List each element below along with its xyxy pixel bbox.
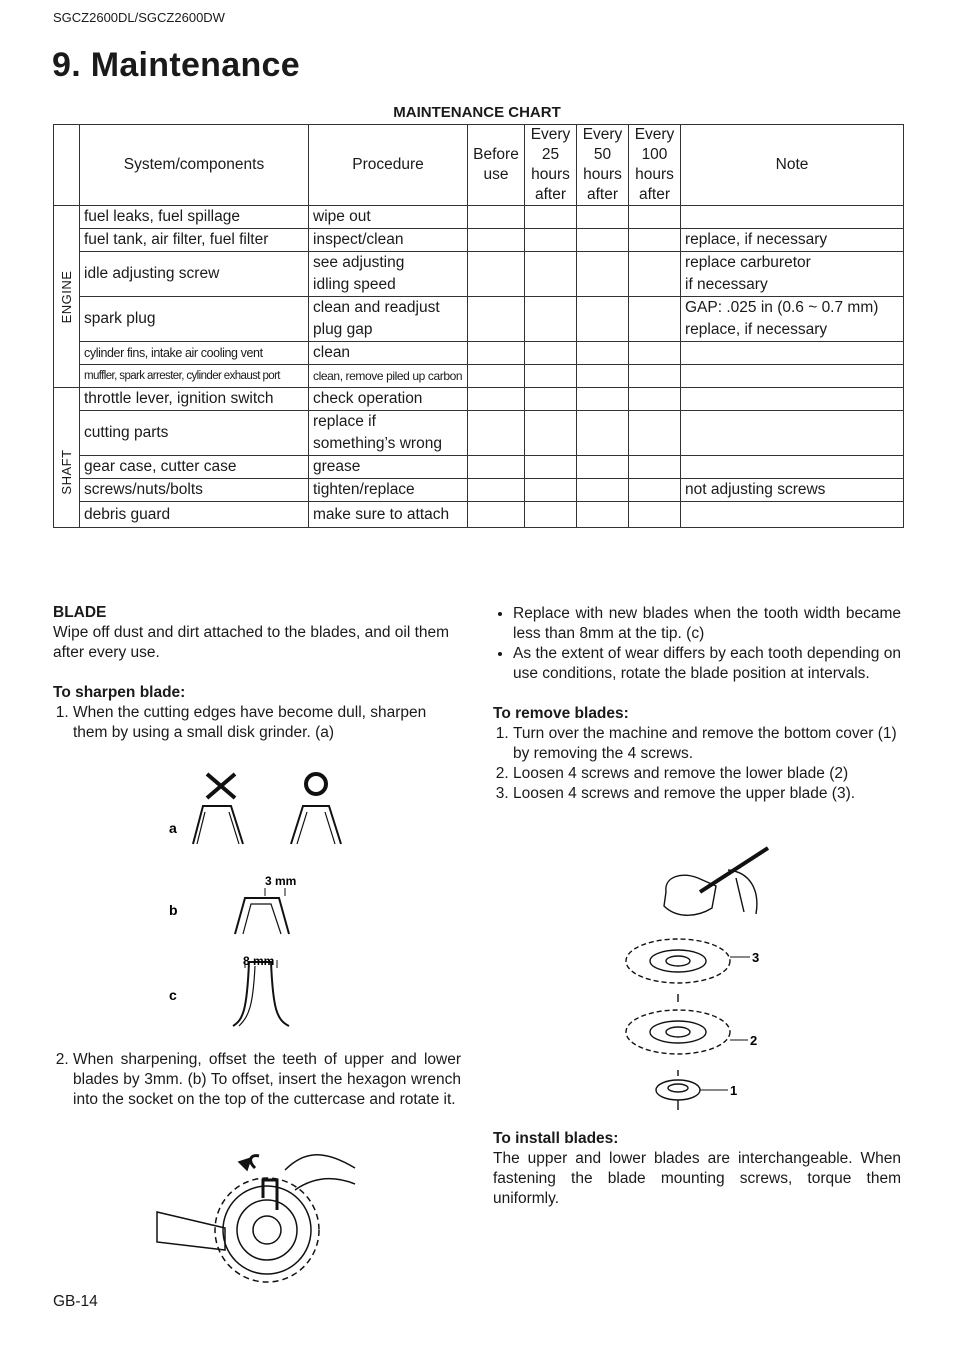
note-cell [681, 206, 904, 229]
wrench-figure [155, 1140, 360, 1288]
header-note: Note [681, 125, 904, 206]
procedure-cell: wipe out [309, 206, 468, 229]
lower-blade [626, 1010, 730, 1054]
table-row [54, 365, 904, 388]
dim-8mm: 8 mm [243, 954, 275, 968]
note-line: replace carburetor [685, 254, 811, 271]
procedure-line: plug gap [313, 321, 373, 338]
system-cell: cylinder fins, intake air cooling vent [80, 342, 309, 365]
table-row [54, 206, 904, 229]
remove-heading: To remove blades: [493, 705, 629, 722]
wear-bullet-2: • As the extent of wear differs by each tooth depending on use conditions, rotate the blade position at intervals. [513, 644, 901, 684]
wear-bullet-1: • Replace with new blades when the tooth width became less than 8mm at the tip. (c) [513, 604, 901, 644]
procedure-line: something’s wrong [313, 435, 442, 452]
shaft [700, 848, 768, 892]
system-cell: fuel tank, air filter, fuel filter [80, 229, 309, 252]
label-upper-blade: 3 [752, 950, 760, 965]
procedure-line: replace if [313, 413, 376, 430]
note-line: replace, if necessary [685, 321, 828, 338]
sharpen-step-2: 2. When sharpening, offset the teeth of upper and lower blades by 3mm. (b) To offset, insert the hexagon wrench into the socket on the top of the cuttercase and rotate it. [73, 1050, 461, 1110]
right-column [493, 604, 901, 804]
note-cell [681, 456, 904, 479]
note-cell [681, 388, 904, 411]
note-cell [681, 297, 904, 342]
table-row [54, 502, 904, 528]
group-label: ENGINE [58, 270, 74, 323]
hand [285, 1155, 355, 1190]
note-cell: not adjusting screws [681, 479, 904, 502]
sharpen-steps-cont [53, 1050, 461, 1110]
model-number: SGCZ2600DL/SGCZ2600DW [53, 10, 225, 25]
procedure-cell: check operation [309, 388, 468, 411]
table-row [54, 388, 904, 411]
label-lower-blade: 2 [750, 1033, 758, 1048]
procedure-cell [309, 297, 468, 342]
system-cell: throttle lever, ignition switch [80, 388, 309, 411]
remove-step-2: 2. Loosen 4 screws and remove the lower blade (2) [513, 764, 901, 784]
sharpen-step-1: 1. When the cutting edges have become dull, sharpen them by using a small disk grinder. (a) [73, 703, 463, 743]
procedure-cell: clean [309, 342, 468, 365]
sharpen-step-2-block [53, 1050, 461, 1110]
group-label: SHAFT [58, 448, 74, 495]
procedure-cell [309, 411, 468, 456]
group-engine [54, 206, 80, 388]
fig-label-c: c [169, 987, 177, 1003]
note-line: GAP: .025 in (0.6 ~ 0.7 mm) [685, 299, 879, 316]
page-number: GB-14 [53, 1293, 98, 1310]
system-cell: muffler, spark arrester, cylinder exhaust port [80, 365, 309, 388]
header-system: System/components [80, 125, 309, 206]
note-cell [681, 411, 904, 456]
remove-steps [493, 724, 901, 804]
header-every-25: Every 25 hours after [525, 125, 577, 206]
blade-exploded-figure [620, 842, 780, 1117]
blade-worn-tooth [233, 962, 289, 1026]
header-procedure: Procedure [309, 125, 468, 206]
fig-label-b: b [169, 902, 178, 918]
system-cell: idle adjusting screw [80, 252, 309, 297]
procedure-cell: inspect/clean [309, 229, 468, 252]
sharpen-steps [53, 703, 463, 743]
system-cell: screws/nuts/bolts [80, 479, 309, 502]
table-row [54, 297, 904, 342]
debris-guard [728, 870, 757, 914]
chart-title: MAINTENANCE CHART [393, 104, 561, 121]
header-every-50: Every 50 hours after [577, 125, 629, 206]
procedure-cell [309, 252, 468, 297]
system-cell: fuel leaks, fuel spillage [80, 206, 309, 229]
maintenance-chart [53, 124, 904, 528]
install-text: The upper and lower blades are interchangeable. When fastening the blade mounting screws, torque them uniformly. [493, 1150, 901, 1207]
blade-tooth-bad [193, 806, 243, 844]
table-row [54, 252, 904, 297]
left-column [53, 603, 463, 743]
remove-step-1: 1. Turn over the machine and remove the bottom cover (1) by removing the 4 screws. [513, 724, 901, 764]
system-cell: cutting parts [80, 411, 309, 456]
blade-intro: Wipe off dust and dirt attached to the blades, and oil them after every use. [53, 624, 450, 661]
wear-bullets [493, 604, 901, 684]
gear-case [664, 875, 716, 915]
procedure-line: see adjusting [313, 254, 405, 271]
table-row [54, 479, 904, 502]
procedure-cell: make sure to attach [309, 502, 468, 528]
note-cell [681, 365, 904, 388]
fig-label-a: a [169, 820, 177, 836]
procedure-line: idling speed [313, 276, 396, 293]
sharpen-figure [165, 762, 355, 1032]
group-shaft [54, 388, 80, 528]
table-row [54, 342, 904, 365]
header-every-100: Every 100 hours after [629, 125, 681, 206]
header-before-use: Before use [468, 125, 525, 206]
procedure-cell: clean, remove piled up carbon [309, 365, 468, 388]
circle-icon [306, 774, 326, 794]
procedure-line: clean and readjust [313, 299, 440, 316]
cross-icon [207, 774, 235, 798]
install-block [493, 1129, 901, 1209]
hex-wrench-icon [263, 1180, 277, 1210]
blade-heading: BLADE [53, 604, 107, 621]
remove-step-3: 3. Loosen 4 screws and remove the upper blade (3). [513, 784, 901, 804]
system-cell: spark plug [80, 297, 309, 342]
table-row [54, 456, 904, 479]
dim-3mm: 3 mm [265, 874, 297, 888]
sharpen-heading: To sharpen blade: [53, 684, 186, 701]
note-cell [681, 342, 904, 365]
note-cell [681, 502, 904, 528]
note-line: if necessary [685, 276, 768, 293]
blade-disc [215, 1178, 319, 1282]
label-bottom-cover: 1 [730, 1083, 738, 1098]
procedure-cell: tighten/replace [309, 479, 468, 502]
table-row [54, 229, 904, 252]
table-row [54, 411, 904, 456]
system-cell: debris guard [80, 502, 309, 528]
install-heading: To install blades: [493, 1130, 619, 1147]
bottom-cover [656, 1080, 700, 1100]
upper-blade [626, 939, 730, 983]
header-blank [54, 125, 80, 206]
page-title: 9. Maintenance [52, 46, 300, 84]
chart-header-row [54, 125, 904, 206]
system-cell: gear case, cutter case [80, 456, 309, 479]
note-cell [681, 252, 904, 297]
note-cell: replace, if necessary [681, 229, 904, 252]
procedure-cell: grease [309, 456, 468, 479]
